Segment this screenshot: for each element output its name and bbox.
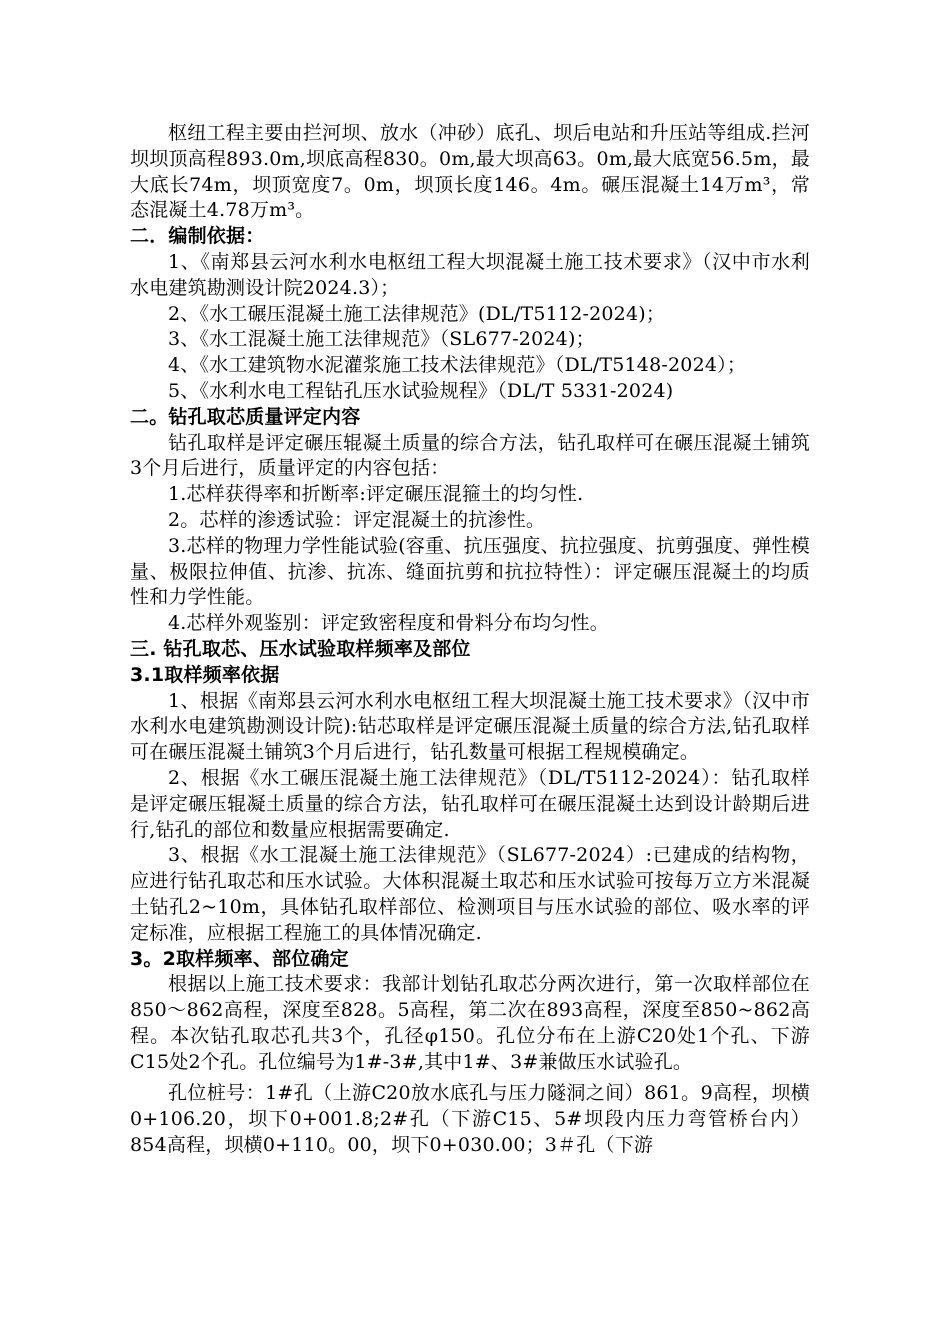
quality-item-2: 2。芯样的渗透试验：评定混凝土的抗渗性。	[168, 508, 546, 531]
quality-item-4: 4.芯样外观鉴别：评定致密程度和骨料分布均匀性。	[168, 612, 609, 635]
quality-item-3: 3.芯样的物理力学性能试验(容重、抗压强度、抗拉强度、抗剪强度、弹性模量、极限拉伸值、抗渗、抗冻、缝面抗剪和抗拉特性）：评定碾压混凝土的均质性和力学性能。	[130, 534, 810, 609]
subsection-heading-3-2: 3。2取样频率、部位确定	[130, 947, 349, 970]
basis-item-1: 1、《南郑县云河水利水电枢纽工程大坝混凝土施工技术要求》（汉中市水利水电建筑勘测设计院2024.3）；	[130, 250, 810, 299]
quality-intro-paragraph: 钻孔取样是评定碾压辊凝土质量的综合方法，钻孔取样可在碾压混凝土铺筑3个月后进行，质量评定的内容包括：	[130, 431, 810, 480]
document-page	[130, 121, 810, 1159]
sampling-basis-2: 2、根据《水工碾压混凝土施工法律规范》（DL/T5112-2024）：钻孔取样是评定碾压辊凝土质量的综合方法，钻孔取样可在碾压混凝土达到设计龄期后进行,钻孔的部位和数量应根据需要确定.	[130, 766, 810, 841]
project-overview-paragraph: 枢纽工程主要由拦河坝、放水（冲砂）底孔、坝后电站和升压站等组成.拦河坝坝顶高程893.0m,坝底高程830。0m,最大坝高63。0m,最大底宽56.5m，最大底长74m，坝顶宽度7。0m，坝顶长度146。4m。碾压混凝土14万m³，常态混凝土4.78万m³。	[130, 122, 810, 222]
basis-item-4: 4、《水工建筑物水泥灌浆施工技术法律规范》（DL/T5148-2024）；	[168, 354, 747, 377]
basis-item-3: 3、《水工混凝土施工法律规范》（SL677-2024)；	[168, 328, 595, 351]
section-heading-sampling: 三. 钻孔取芯、压水试验取样频率及部位	[130, 637, 471, 660]
sampling-plan-paragraph: 根据以上施工技术要求：我部计划钻孔取芯分两次进行，第一次取样部位在850～862高程，深度至828。5高程，第二次在893高程，深度至850~862高程。本次钻孔取芯孔共3个，孔径φ150。孔位分布在上游C20处1个孔、下游C15处2个孔。孔位编号为1#-3#,其中1#、3#兼做压水试验孔。	[130, 973, 810, 1073]
basis-item-5: 5、《水利水电工程钻孔压水试验规程》（DL/T 5331-2024)	[168, 379, 674, 402]
basis-item-2: 2、《水工碾压混凝土施工法律规范》(DL/T5112-2024)；	[168, 302, 666, 325]
sampling-basis-3: 3、根据《水工混凝土施工法律规范》（SL677-2024）:已建成的结构物，应进行钻孔取芯和压水试验。大体积混凝土取芯和压水试验可按每万立方米混凝土钻孔2~10m，具体钻孔取样部位、检测项目与压水试验的部位、吸水率的评定标准，应根据工程施工的具体情况确定.	[130, 844, 810, 944]
subsection-heading-3-1: 3.1取样频率依据	[130, 663, 280, 686]
sampling-basis-1: 1、根据《南郑县云河水利水电枢纽工程大坝混凝土施工技术要求》（汉中市水利水电建筑勘测设计院):钻芯取样是评定碾压混凝土质量的综合方法,钻孔取样可在碾压混凝土铺筑3个月后进行，钻孔数量可根据工程规模确定。	[130, 689, 810, 764]
section-heading-basis: 二．编制依据：	[130, 225, 265, 248]
section-heading-quality-evaluation: 二。钻孔取芯质量评定内容	[130, 405, 361, 428]
quality-item-1: 1.芯样获得率和折断率:评定碾压混箍土的均匀性.	[168, 483, 584, 506]
hole-stake-paragraph: 孔位桩号：1#孔（上游C20放水底孔与压力隧洞之间）861。9高程，坝横0+106.20，坝下0+001.8;2#孔（下游C15、5#坝段内压力弯管桥台内）854高程，坝横0+110。00，坝下0+030.00；3＃孔（下游	[130, 1082, 810, 1157]
